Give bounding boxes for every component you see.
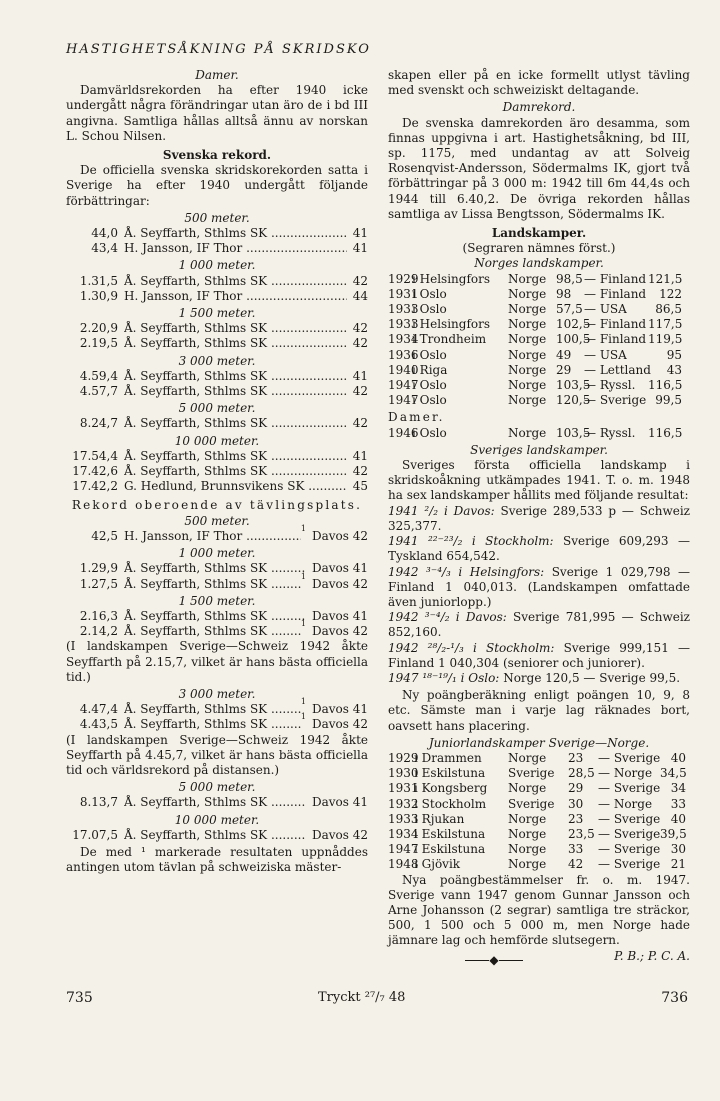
record-row: 8.13,7 Å. Seyffarth, Sthlms SK ..... Davos 41 — [66, 795, 368, 810]
table-row: 1947 i Eskilstuna Norge 33 — Sverige 30 — [388, 842, 686, 857]
table-row: 1931 i Oslo Norge 98 — Finland 122 — [388, 286, 682, 301]
distance-heading: 5 000 meter. — [178, 780, 256, 795]
match-entry: 1942 ³⁻⁴/₃ i Helsingfors: Sverige 1 029,798 — Finland 1 040,013. (Landskampen omfattade även juniorlopp.) — [388, 564, 690, 609]
svenska-rekord-heading: Svenska rekord. — [162, 148, 272, 163]
record-row: 4.43,5 Å. Seyffarth, Sthlms SK ..... 1 Davos 42 — [66, 717, 368, 732]
damrekord-paragraph: De svenska damrekorden äro desamma, som finnas uppgivna i art. Hastighetsåkning, bd III, sp. 1175, med undantag av att Solveig Rosenqvist-Andersson, Södermalms IK, gjort två förbättringar på 3 000 m: 1942 till 6m 44,4s och 1944 till 6.40,2. De övriga rekorden hållas samtliga av Lissa Bengtsson, Södermalms IK. — [388, 115, 690, 221]
record-row: 2.16,3 Å. Seyffarth, Sthlms SK ..... Davos 41 — [66, 609, 368, 624]
continuation-paragraph: skapen eller på en icke formellt utlyst tävling med svenskt och schweiziskt deltagande. — [388, 68, 690, 98]
table-row: 1934 i Trondheim Norge 100,5 — Finland 119,5 — [388, 332, 683, 347]
distance-heading: 3 000 meter. — [178, 353, 256, 368]
table-row: 1932 i Stockholm Sverige 30 — Norge 33 — [388, 796, 686, 811]
match-entry: 1941 ²/₂ i Davos: Sverige 289,533 p — Schweiz 325,377. — [388, 503, 690, 533]
record-row: 4.57,7 Å. Seyffarth, Sthlms SK ..... 42 — [66, 384, 368, 399]
record-row: 43,4 H. Jansson, IF Thor ..... 41 — [66, 241, 368, 256]
table-row: 1933 i Helsingfors Norge 102,5 — Finland 117,5 — [388, 317, 683, 332]
record-row: 17.54,4 Å. Seyffarth, Sthlms SK ..... 41 — [66, 449, 368, 464]
distance-heading: 1 500 meter. — [178, 306, 256, 321]
table-row: 1934 i Eskilstuna Norge 23,5 — Sverige 39,5 — [388, 826, 687, 841]
distance-heading: 5 000 meter. — [178, 401, 256, 416]
distance-heading: 500 meter. — [184, 210, 250, 225]
distance-heading: 3 000 meter. — [178, 686, 256, 701]
record-row: 8.24,7 Å. Seyffarth, Sthlms SK ..... 42 — [66, 416, 368, 431]
table-row: 1946 i Oslo Norge 103,5 — Ryssl. 116,5 — [388, 425, 683, 440]
distance-heading: 1 000 meter. — [178, 258, 256, 273]
table-row: 1933 i Rjukan Norge 23 — Sverige 40 — [388, 811, 686, 826]
distance-heading: 500 meter. — [184, 513, 250, 528]
match-entry: 1942 ²⁸/₂-¹/₃ i Stockholm: Sverige 999,151 — Finland 1 040,304 (seniorer och juniorer). — [388, 640, 690, 670]
norges-heading: Norges landskamper. — [474, 256, 604, 271]
table-row: 1936 i Oslo Norge 49 — USA 95 — [388, 347, 682, 362]
record-row: 2.20,9 Å. Seyffarth, Sthlms SK ..... 42 — [66, 321, 368, 336]
table-row: 1947 i Oslo Norge 120,5 — Sverige 99,5 — [388, 393, 682, 408]
table-row: 1948 i Gjövik Norge 42 — Sverige 21 — [388, 857, 686, 872]
distance-heading: 1 500 meter. — [178, 593, 256, 608]
landskamper-subheading: (Segraren nämnes först.) — [462, 241, 616, 256]
table-row: 1947 i Oslo Norge 103,5 — Ryssl. 116,5 — [388, 378, 683, 393]
record-row: 17.07,5 Å. Seyffarth, Sthlms SK ..... Davos 42 — [66, 828, 368, 843]
running-header: HASTIGHETSÅKNING PÅ SKRIDSKO — [66, 42, 371, 57]
note-paragraph: (I landskampen Sverige—Schweiz 1942 åkte Seyffarth på 2.15,7, vilket är hans bästa officiella tid.) — [66, 639, 368, 684]
record-row: 42,5 H. Jansson, IF Thor ..... 1 Davos 42 — [66, 529, 368, 544]
record-row: 1.27,5 Å. Seyffarth, Sthlms SK ..... 1 Davos 42 — [66, 577, 368, 592]
page-number-right: 736 — [661, 990, 688, 1006]
oberoende-heading: Rekord oberoende av tävlingsplats. — [71, 498, 363, 513]
final-paragraph: Nya poängbestämmelser fr. o. m. 1947. Sverige vann 1947 genom Gunnar Jansson och Arne Johansson (2 segrar) samtliga tre sträckor, 500, 1 500 och 5 000 m, men Norge hade jämnare lag och hemförde slutsegern. P. B.; P. C. A. — [388, 872, 690, 963]
table-row: 1930 i Eskilstuna Sverige 28,5 — Norge 34,5 — [388, 766, 687, 781]
distance-heading: 10 000 meter. — [174, 812, 260, 827]
junior-table — [388, 751, 690, 873]
left-column — [66, 68, 368, 875]
poang-paragraph: Ny poängberäkning enligt poängen 10, 9, 8 etc. Sämste man i varje lag räknades bort, oavsett hans placering. — [388, 688, 690, 733]
table-row: 1933 i Oslo Norge 57,5 — USA 86,5 — [388, 302, 682, 317]
sveriges-heading: Sveriges landskamper. — [470, 442, 608, 457]
table-row: 1940 i Riga Norge 29 — Lettland 43 — [388, 362, 682, 377]
junior-heading: Juniorlandskamper Sverige—Norge. — [428, 735, 650, 750]
sveriges-paragraph: Sveriges första officiella landskamp i skridskoåkning utkämpades 1941. T. o. m. 1948 ha sex landskamper hållits med följande resultat: — [388, 458, 690, 503]
damer-heading: Damer. — [195, 68, 239, 82]
record-row: 17.42,6 Å. Seyffarth, Sthlms SK ..... 42 — [66, 464, 368, 479]
record-row: 1.30,9 H. Jansson, IF Thor ..... 44 — [66, 289, 368, 304]
table-row: 1931 i Kongsberg Norge 29 — Sverige 34 — [388, 781, 686, 796]
record-row: 1.29,9 Å. Seyffarth, Sthlms SK ..... Davos 41 — [66, 561, 368, 576]
table-row: 1929 i Drammen Norge 23 — Sverige 40 — [388, 750, 686, 765]
distance-heading: 10 000 meter. — [174, 433, 260, 448]
page-number-left: 735 — [66, 990, 93, 1006]
note-paragraph: (I landskampen Sverige—Schweiz 1942 åkte Seyffarth på 4.45,7, vilket är hans bästa officiella tid och världsrekord på distansen.) — [66, 732, 368, 777]
damer-paragraph: Damvärldsrekorden ha efter 1940 icke undergått några förändringar utan äro de i bd III angivna. Samtliga hållas alltså ännu av norskan L. Schou Nilsen. — [66, 83, 368, 143]
damrekord-heading: Damrekord. — [502, 100, 576, 115]
match-entry: 1942 ³⁻⁴/₂ i Davos: Sverige 781,995 — Schweiz 852,160. — [388, 610, 690, 640]
record-row: 2.14,2 Å. Seyffarth, Sthlms SK ..... 1 Davos 42 — [66, 624, 368, 639]
svenska-rekord-paragraph: De officiella svenska skridskorekorden satta i Sverige ha efter 1940 undergått följande förbättringar: — [66, 163, 368, 208]
ornament-divider: ◆ — [388, 953, 690, 968]
landskamper-heading: Landskamper. — [491, 226, 587, 241]
norges-table — [388, 272, 690, 409]
record-row: 4.59,4 Å. Seyffarth, Sthlms SK ..... 41 — [66, 369, 368, 384]
record-row: 1.31,5 Å. Seyffarth, Sthlms SK ..... 42 — [66, 274, 368, 289]
match-entry: 1947 ¹⁸⁻¹⁹/₁ i Oslo: Norge 120,5 — Sverige 99,5. — [388, 670, 681, 685]
table-row: 1929 i Helsingfors Norge 98,5 — Finland 121,5 — [388, 271, 683, 286]
right-column — [388, 68, 690, 968]
match-entry: 1941 ²²⁻²³/₂ i Stockholm: Sverige 609,293 — Tyskland 654,542. — [388, 534, 690, 564]
distance-heading: 1 000 meter. — [178, 546, 256, 561]
footnote-paragraph: De med ¹ markerade resultaten uppnåddes antingen utom tävlan på schweiziska mäster- — [66, 844, 368, 875]
printed-date: Tryckt ²⁷/₇ 48 — [318, 990, 406, 1005]
record-row: 17.42,2 G. Hedlund, Brunnsvikens SK ..... 45 — [66, 479, 368, 494]
damer-label: Damer. — [388, 410, 445, 425]
record-row: 2.19,5 Å. Seyffarth, Sthlms SK ..... 42 — [66, 336, 368, 351]
record-row: 44,0 Å. Seyffarth, Sthlms SK ..... 41 — [66, 226, 368, 241]
record-row: 4.47,4 Å. Seyffarth, Sthlms SK ..... 1 Davos 41 — [66, 702, 368, 717]
